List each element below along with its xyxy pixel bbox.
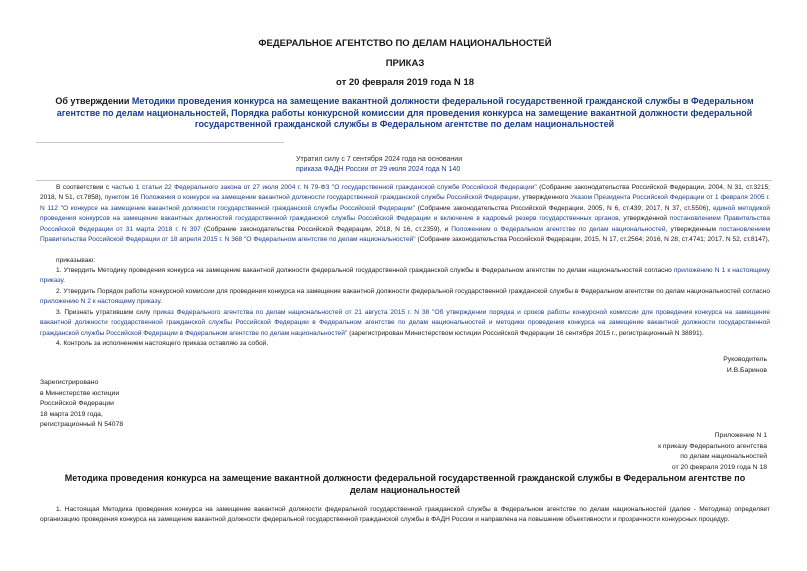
- appendix-line: Приложение N 1: [714, 432, 767, 439]
- item-4: 4. Контроль за исполнением настоящего приказа оставляю за собой.: [56, 340, 269, 347]
- government-resolution-397-link[interactable]: постановлением Правительства Российской Федерации от 31 марта 2018 г. N 397: [40, 215, 770, 233]
- item-2: [40, 287, 770, 308]
- preamble-text: , утвержденной: [618, 215, 670, 223]
- registration-line: Российской Федерации: [40, 400, 114, 408]
- title-link[interactable]: Методики проведения конкурса на замещение вакантной должности федеральной государственной гражданской службы в Федеральном агентстве по делам национальностей, Порядка работы конкурсной комиссии для проведения конкурса на замещение вакантной должности федеральной государственной гражданской службы в Федеральном агентстве по делам национальностей: [56, 96, 754, 129]
- divider-long: [36, 180, 772, 181]
- registration-line: Зарегистрировано: [40, 379, 99, 386]
- preamble-text: (Собрание законодательства Российской Федерации, 2015, N 17, ст.2564; 2016, N 28, ст.4741; 2017, N 52, ст.8147),: [415, 236, 770, 244]
- contest-regulation-link[interactable]: пунктом 16 Положения о конкурсе на замещение вакантной должности государственной гражданской службы Российской Федерации: [104, 194, 519, 202]
- item-text: .: [63, 277, 65, 285]
- item-text: 2. Утвердить Порядок работы конкурсной комиссии для проведения конкурса на замещение вакантной должности федеральной государственной гражданской службы в Федеральном агентстве по делам национальностей согласно: [56, 288, 770, 295]
- signature-name: И.В.Баринов: [726, 367, 767, 374]
- appendix-line: от 20 февраля 2019 года N 18: [671, 463, 767, 471]
- appendix-line: по делам национальностей: [680, 453, 767, 461]
- preamble-text: (Собрание законодательства Российской Федерации, 2018, N 16, ст.2359), и: [200, 225, 452, 233]
- appendix-2-link[interactable]: приложению N 2 к настоящему приказу: [40, 298, 161, 306]
- item-text: 3. Признать утратившим силу: [56, 309, 154, 316]
- item-text: .: [160, 298, 162, 306]
- agency-heading: ФЕДЕРАЛЬНОЕ АГЕНТСТВО ПО ДЕЛАМ НАЦИОНАЛЬНОСТЕЙ: [258, 38, 552, 49]
- law-79fz-link[interactable]: частью 1 статьи 22 Федерального закона от 27 июля 2004 г. N 79-ФЗ "О государственной гражданской службе Российской Федерации": [111, 184, 537, 191]
- preamble-paragraph: [40, 183, 770, 245]
- appendix-block: [658, 431, 767, 473]
- registration-block: [40, 378, 123, 431]
- appendix-line: к приказу Федерального агентства: [658, 442, 767, 450]
- preamble-text: (Собрание законодательства Российской Федерации, 2004, N 31, ст.3215; 2018, N 51, ст.7858),: [40, 184, 770, 202]
- methodology-paragraph-1: 1. Настоящая Методика проведения конкурса на замещение вакантной должности федеральной государственной гражданской службы в Федеральном агентстве по делам национальностей (далее - Методика) определяет организацию проведения конкурса на замещение вакантной должности федеральной государственной гражданской службы в ФАДН России и направлена на повышение объективности и прозрачности конкурсных процедур.: [40, 506, 770, 524]
- lost-force-link[interactable]: приказа ФАДН России от 29 июля 2024 года N 140: [296, 166, 461, 173]
- registration-line: регистрационный N 54078: [40, 421, 124, 429]
- item-text: (зарегистрирован Министерством юстиции Российской Федерации 16 сентября 2015 г., регистрационный N 38891).: [347, 329, 704, 337]
- order-title: [52, 96, 757, 131]
- preamble-text: В соответствии с: [56, 184, 112, 191]
- lost-force-note: Утратил силу с 7 сентября 2024 года на основании: [296, 156, 463, 163]
- preamble-text: , утвержденного: [518, 194, 571, 202]
- divider-short: [36, 142, 284, 143]
- appendix-1-link[interactable]: приложению N 1 к настоящему приказу: [40, 267, 771, 285]
- doc-type-heading: ПРИКАЗ: [385, 58, 425, 69]
- doc-date-heading: от 20 февраля 2019 года N 18: [336, 77, 474, 88]
- methodology-title: Методика проведения конкурса на замещение вакантной должности федеральной государственной гражданской службы в Федеральном агентстве по делам национальностей: [64, 473, 746, 495]
- preamble-text: , утвержденным: [665, 225, 720, 233]
- title-prefix: Об утверждении: [55, 96, 130, 106]
- registration-line: 18 марта 2019 года,: [40, 410, 103, 418]
- registration-line: в Министерстве юстиции: [40, 389, 120, 397]
- item-3: [40, 308, 770, 339]
- government-resolution-368-link[interactable]: постановлением Правительства Российской Федерации от 18 апреля 2015 г. N 368 "О Федеральном агентстве по делам национальностей": [40, 225, 770, 244]
- item-1: [40, 266, 770, 287]
- item-text: 1. Утвердить Методику проведения конкурса на замещение вакантной должности федеральной государственной гражданской службы в Федеральном агентстве по делам национальностей согласно: [56, 267, 674, 274]
- preamble-text: (Собрание законодательства Российской Федерации, 2005, N 6, ст.439; 2017, N 37, ст.5506),: [414, 204, 713, 212]
- agency-regulation-link[interactable]: Положением о Федеральном агентстве по делам национальностей: [451, 225, 666, 233]
- unified-methodology-link[interactable]: единой методикой проведения конкурсов на замещение вакантных должностей государственной гражданской службы Российской Федерации и включение в кадровый резерв государственных органов: [40, 204, 770, 223]
- presidential-decree-link[interactable]: Указом Президента Российской Федерации от 1 февраля 2005 г. N 112 "О конкурсе на замещение вакантной должности государственной гражданской службы Российской Федерации": [40, 194, 770, 212]
- repealed-order-link[interactable]: приказ Федерального агентства по делам национальностей от 21 августа 2015 г. N 38 "Об утверждении порядка и сроков работы конкурсной комиссии для проведения конкурса на замещение вакантной должности государственной гражданской службы Российской Федерации в Федеральном агентстве по делам национальностей и методики проведения конкурса на замещение вакантной должности государственной гражданской службы Российской Федерации в Федеральном агентстве по делам национальностей": [40, 309, 770, 337]
- signature-role: Руководитель: [723, 356, 767, 363]
- order-word: приказываю:: [56, 257, 96, 264]
